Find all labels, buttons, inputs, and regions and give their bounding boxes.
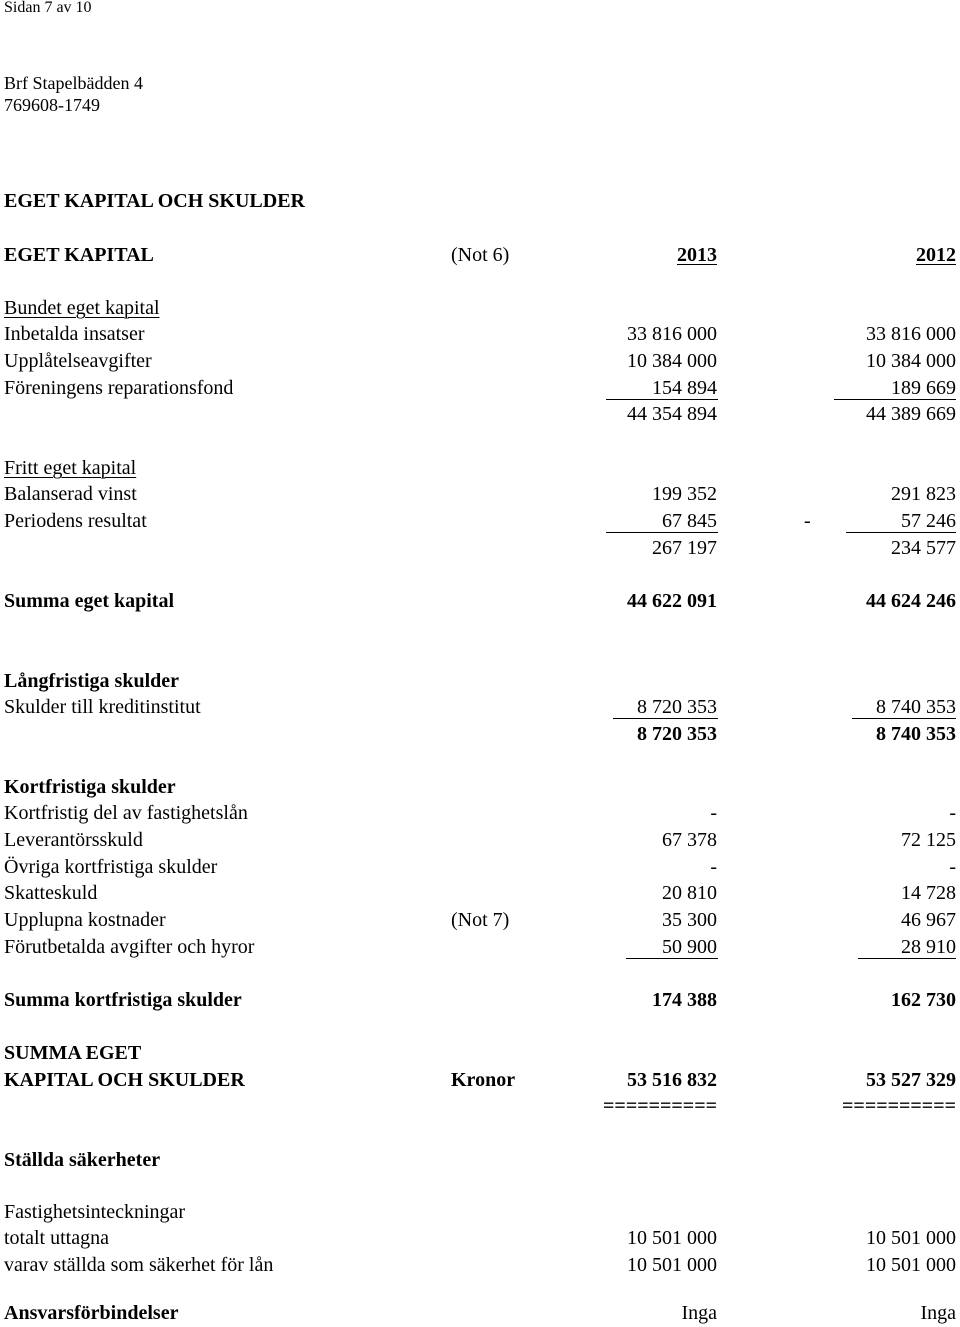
row-value-2012: 33 816 000 <box>866 323 956 345</box>
row-label: Kortfristig del av fastighetslån <box>4 802 248 824</box>
total-2013: 174 388 <box>652 989 717 1011</box>
subheading-fastighetsinteckningar: Fastighetsinteckningar <box>4 1201 186 1223</box>
year-column-1: 2013 <box>677 244 717 266</box>
row-value-2013: 10 501 000 <box>627 1227 717 1249</box>
row-value-2012: 291 823 <box>891 483 956 505</box>
subtotal-2012: 8 740 353 <box>876 723 956 745</box>
row-label: Upplåtelseavgifter <box>4 350 152 372</box>
grand-total-2013: 53 516 832 <box>627 1069 717 1091</box>
row-value-2012: - <box>949 802 956 824</box>
double-underline: ========== <box>603 1095 717 1117</box>
row-value-2012: 8 740 353 <box>876 696 956 718</box>
currency-label: Kronor <box>451 1069 516 1091</box>
note-reference: (Not 6) <box>451 244 510 266</box>
total-2012: 44 624 246 <box>866 590 956 612</box>
row-value-2013: 10 384 000 <box>627 350 717 372</box>
negative-sign: - <box>804 510 811 532</box>
row-value-2012: 189 669 <box>891 377 956 399</box>
total-2012: 162 730 <box>891 989 956 1011</box>
row-label: Periodens resultat <box>4 510 147 532</box>
subtotal-underline <box>858 958 956 959</box>
section-heading-stallda: Ställda säkerheter <box>4 1149 161 1171</box>
subheading-bundet: Bundet eget kapital <box>4 297 160 319</box>
org-name: Brf Stapelbädden 4 <box>4 73 143 93</box>
org-number: 769608-1749 <box>4 95 100 115</box>
section-heading-langfristiga: Långfristiga skulder <box>4 670 180 692</box>
row-label: Leverantörsskuld <box>4 829 143 851</box>
subtotal-underline <box>606 399 718 400</box>
section-heading-ansvar: Ansvarsförbindelser <box>4 1302 179 1324</box>
row-label: Balanserad vinst <box>4 483 137 505</box>
subtotal-2012: 234 577 <box>891 537 956 559</box>
row-value-2012: 57 246 <box>901 510 956 532</box>
subtotal-underline <box>626 958 718 959</box>
subtotal-underline <box>613 718 718 719</box>
row-value-2013: 199 352 <box>652 483 717 505</box>
grand-total-label-line1: SUMMA EGET <box>4 1042 142 1064</box>
grand-total-label-line2: KAPITAL OCH SKULDER <box>4 1069 245 1091</box>
page-number: Sidan 7 av 10 <box>4 0 92 16</box>
row-value-2012: Inga <box>920 1302 956 1324</box>
row-value-2012: 10 501 000 <box>866 1227 956 1249</box>
note-reference: (Not 7) <box>451 909 510 931</box>
subtotal-2013: 44 354 894 <box>627 403 717 425</box>
page-title: EGET KAPITAL OCH SKULDER <box>4 190 305 212</box>
row-value-2012: 46 967 <box>901 909 956 931</box>
row-label: Föreningens reparationsfond <box>4 377 234 399</box>
row-value-2013: 8 720 353 <box>637 696 717 718</box>
subtotal-underline <box>834 399 956 400</box>
row-value-2012: 10 384 000 <box>866 350 956 372</box>
subtotal-underline <box>846 532 956 533</box>
subheading-fritt: Fritt eget kapital <box>4 457 137 479</box>
subtotal-underline <box>606 532 718 533</box>
double-underline: ========== <box>842 1095 956 1117</box>
row-value-2012: 28 910 <box>901 936 956 958</box>
row-value-2013: 33 816 000 <box>627 323 717 345</box>
row-label: varav ställda som säkerhet för lån <box>4 1254 274 1276</box>
row-label: Skulder till kreditinstitut <box>4 696 201 718</box>
row-value-2013: 20 810 <box>662 882 717 904</box>
section-heading-kortfristiga: Kortfristiga skulder <box>4 776 176 798</box>
row-value-2012: 72 125 <box>901 829 956 851</box>
row-label: Övriga kortfristiga skulder <box>4 856 218 878</box>
row-label: Inbetalda insatser <box>4 323 145 345</box>
row-value-2013: 67 845 <box>662 510 717 532</box>
subtotal-2013: 8 720 353 <box>637 723 717 745</box>
row-value-2013: - <box>710 856 717 878</box>
row-value-2012: 14 728 <box>901 882 956 904</box>
row-label: totalt uttagna <box>4 1227 109 1249</box>
total-label: Summa kortfristiga skulder <box>4 989 242 1011</box>
row-value-2013: 35 300 <box>662 909 717 931</box>
row-value-2013: - <box>710 802 717 824</box>
total-2013: 44 622 091 <box>627 590 717 612</box>
section-heading-eget-kapital: EGET KAPITAL <box>4 244 154 266</box>
grand-total-2012: 53 527 329 <box>866 1069 956 1091</box>
subtotal-underline <box>852 718 956 719</box>
row-value-2012: 10 501 000 <box>866 1254 956 1276</box>
total-label: Summa eget kapital <box>4 590 174 612</box>
subtotal-2013: 267 197 <box>652 537 717 559</box>
row-value-2013: 50 900 <box>662 936 717 958</box>
subtotal-2012: 44 389 669 <box>866 403 956 425</box>
row-value-2013: Inga <box>681 1302 717 1324</box>
row-value-2013: 154 894 <box>652 377 717 399</box>
row-label: Upplupna kostnader <box>4 909 166 931</box>
row-value-2012: - <box>949 856 956 878</box>
row-label: Förutbetalda avgifter och hyror <box>4 936 255 958</box>
row-value-2013: 67 378 <box>662 829 717 851</box>
year-column-2: 2012 <box>916 244 956 266</box>
row-value-2013: 10 501 000 <box>627 1254 717 1276</box>
row-label: Skatteskuld <box>4 882 98 904</box>
